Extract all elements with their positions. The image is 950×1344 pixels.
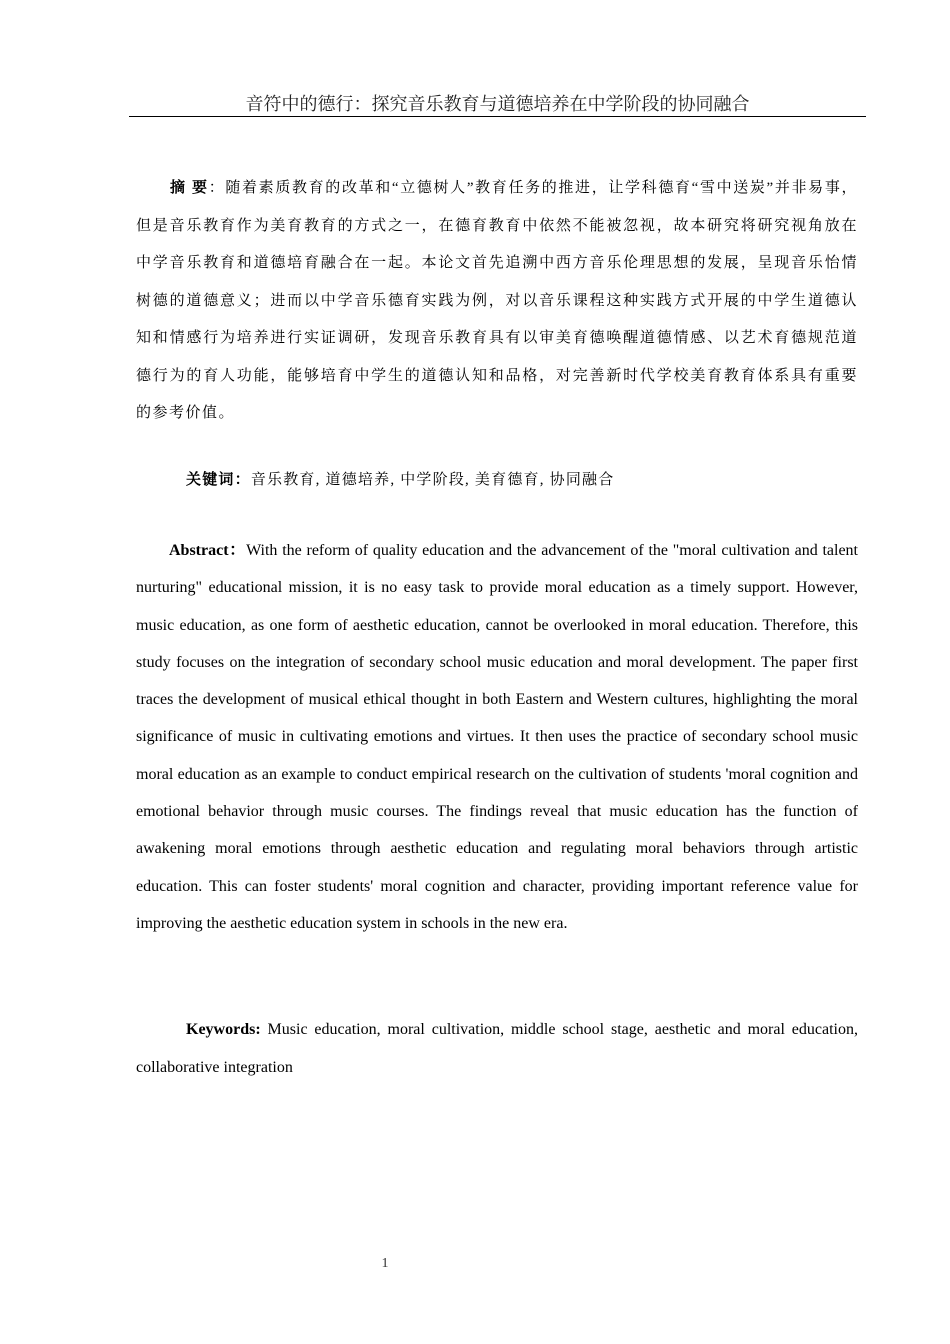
english-abstract-separator: ： <box>228 542 247 559</box>
running-header-title: 音符中的德行：探究音乐教育与道德培养在中学阶段的协同融合 <box>245 94 750 114</box>
english-abstract-label: Abstract <box>169 542 229 559</box>
chinese-abstract <box>136 170 858 433</box>
chinese-keywords <box>136 465 858 495</box>
chinese-abstract-text: 随着素质教育的改革和“立德树人”教育任务的推进，让学科德育“雪中送炭”并非易事，但是音乐教育作为美育教育的方式之一，在德育教育中依然不能被忽视，故本研究将研究视角放在中学音乐教育和道德培育融合在一起。本论文首先追溯中西方音乐伦理思想的发展，呈现音乐怡情树德的道德意义；进而以中学音乐德育实践为例，对以音乐课程这种实践方式开展的中学生道德认知和情感行为培养进行实证调研，发现音乐教育具有以审美育德唤醒道德情感、以艺术育德规范道德行为的育人功能，能够培育中学生的道德认知和品格，对完善新时代学校美育教育体系具有重要的参考价值。 <box>136 180 858 421</box>
english-keywords-label: Keywords: <box>186 1021 261 1038</box>
english-keywords-text: Music education, moral cultivation, middle school stage, aesthetic and moral education, collaborative integration <box>136 1021 858 1076</box>
chinese-keywords-text: 音乐教育, 道德培养, 中学阶段, 美育德育, 协同融合 <box>250 472 615 488</box>
chinese-abstract-label: 摘 要 <box>170 180 209 196</box>
english-abstract-text: With the reform of quality education and the advancement of the "moral cultivation and talent nurturing" educational mission, it is no easy task to provide moral education as a timely support. However, music education, as one form of aesthetic education, cannot be overlooked in moral education. Therefore, this study focuses on the integration of secondary school music education and moral development. The paper first traces the development of musical ethical thought in both Eastern and Western cultures, highlighting the moral significance of music in cultivating emotions and virtues. It then uses the practice of secondary school music moral education as an example to conduct empirical research on the cultivation of students 'moral cognition and emotional behavior through music courses. The findings reveal that music education has the function of awakening moral emotions through aesthetic education and regulating moral behaviors through artistic education. This can foster students' moral cognition and character, providing important reference value for improving the aesthetic education system in schools in the new era. <box>136 542 858 932</box>
english-abstract <box>136 532 858 942</box>
chinese-abstract-separator: ： <box>208 180 226 196</box>
chinese-keywords-label: 关键词： <box>186 472 251 488</box>
english-keywords <box>136 1011 858 1087</box>
running-header <box>129 92 866 117</box>
page-number: 1 <box>381 1256 389 1271</box>
